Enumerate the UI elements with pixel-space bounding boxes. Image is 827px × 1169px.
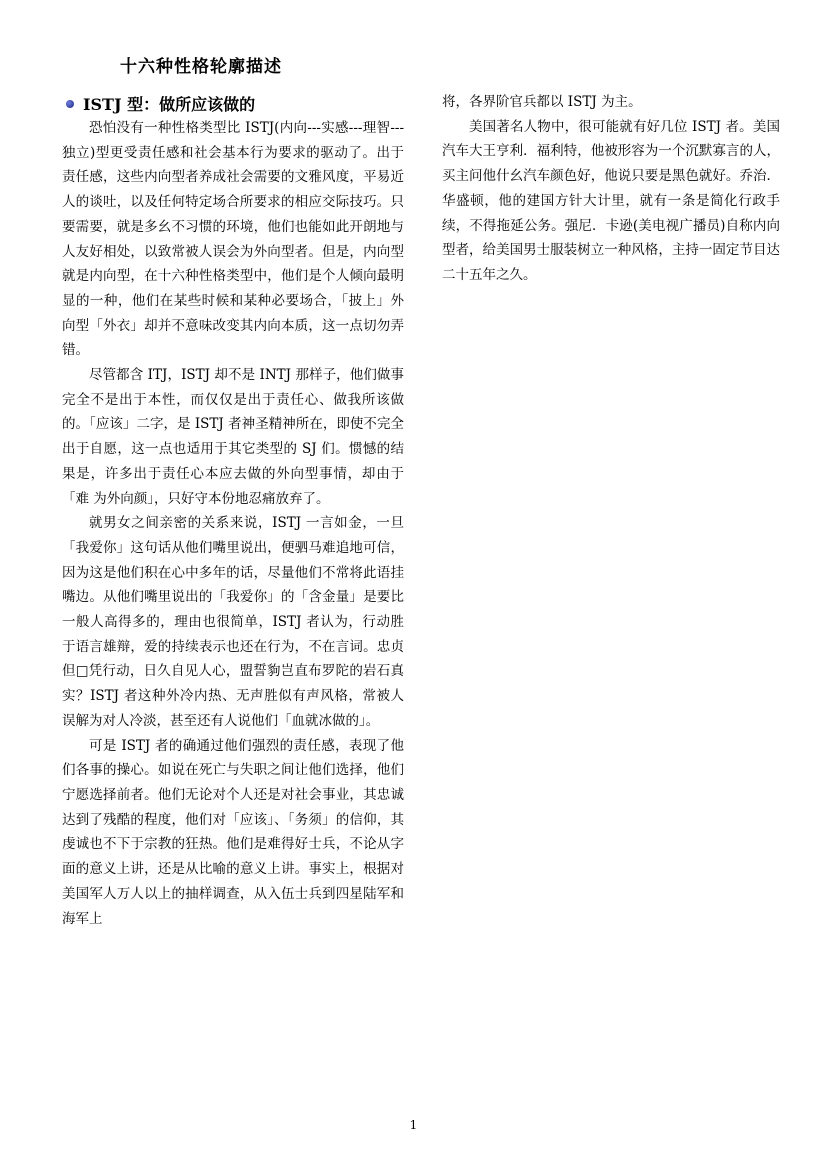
paragraph-continued: 将，各界阶官兵都以 ISTJ 为主。 [442, 94, 642, 110]
right-column [442, 90, 780, 288]
bullet-icon [66, 100, 74, 108]
paragraph: 尽管都含 ITJ，ISTJ 却不是 INTJ 那样子，他们做事完全不是出于本性，而仅仅是出于责任心、做我所该做的。「应该」二字，是 ISTJ 者神圣精神所在，即使不完全出于自愿，这一点也适用于其它类型的 SJ 们。惯憾的结果是，许多出于责任心本应去做的外向型事情，却由于「难 为外向颜」，只好守本份地忍痛放弃了。 [62, 367, 404, 507]
page-number: 1 [409, 1118, 418, 1132]
paragraph: 美国著名人物中，很可能就有好几位 ISTJ 者。美国汽车大王亨利．福利特，他被形容为一个沉默寡言的人，买主问他什幺汽车颜色好，他说只要是黑色就好。乔治．华盛顿，他的建国方针大计里，就有一条是简化行政手续，不得拖延公务。强尼．卡逊(美电视广播员)自称内向型者，给美国男士服装树立一种风格，主持一固定节目达二十五年之久。 [442, 118, 780, 283]
paragraph: 可是 ISTJ 者的确通过他们强烈的责任感，表现了他们各事的操心。如说在死亡与失职之间让他们选择，他们宁愿选择前者。他们无论对个人还是对社会事业，其忠诚达到了残酷的程度，他们对「应该」、「务须」的信仰，其虔诚也不下于宗教的狂热。他们是难得好士兵，不论从字面的意义上讲，还是从比喻的意义上讲。事实上，根据对美国军人万人以上的抽样调查，从入伍士兵到四星陆军和海军上 [62, 737, 404, 927]
section-heading-text: ISTJ 型：做所应该做的 [83, 95, 256, 114]
paragraph: 恐怕没有一种性格类型比 ISTJ(内向---实感---理智---独立)型更受责任感和社会基本行为要求的驱动了。出于责任感，这些内向型者养成社会需要的文雅风度，平易近人的谈吐，以及任何特定场合所要求的相应交际技巧。只要需要，就是多幺不习惯的环境，他们也能如此开朗地与人友好相处，以致常被人误会为外向型者。但是，内向型就是内向型，在十六种性格类型中，他们是个人倾向最明显的一种，他们在某些时候和某种必要场合，「披上」外向型「外衣」却并不意味改变其内向本质，这一点切勿弄错。 [62, 120, 404, 359]
section-heading [66, 92, 255, 115]
document-title: 十六种性格轮廓描述 [120, 57, 282, 77]
left-column [62, 116, 404, 931]
paragraph: 就男女之间亲密的关系来说，ISTJ 一言如金，一旦「我爱你」这句话从他们嘴里说出，便驷马难追地可信，因为这是他们积在心中多年的话，尽量他们不常将此语挂嘴边。从他们嘴里说出的「我爱你」的「含金量」是要比一般人高得多的，理由也很简单，ISTJ 者认为，行动胜于语言雄辩，爱的持续表示也还在行为，不在言词。忠贞但□凭行动，日久自见人心，盟誓豿岂直布罗陀的岩石真实？ISTJ 者这种外冷内热、无声胜似有声风格，常被人误解为对人冷淡，甚至还有人说他们「血就冰做的」。 [62, 515, 404, 729]
